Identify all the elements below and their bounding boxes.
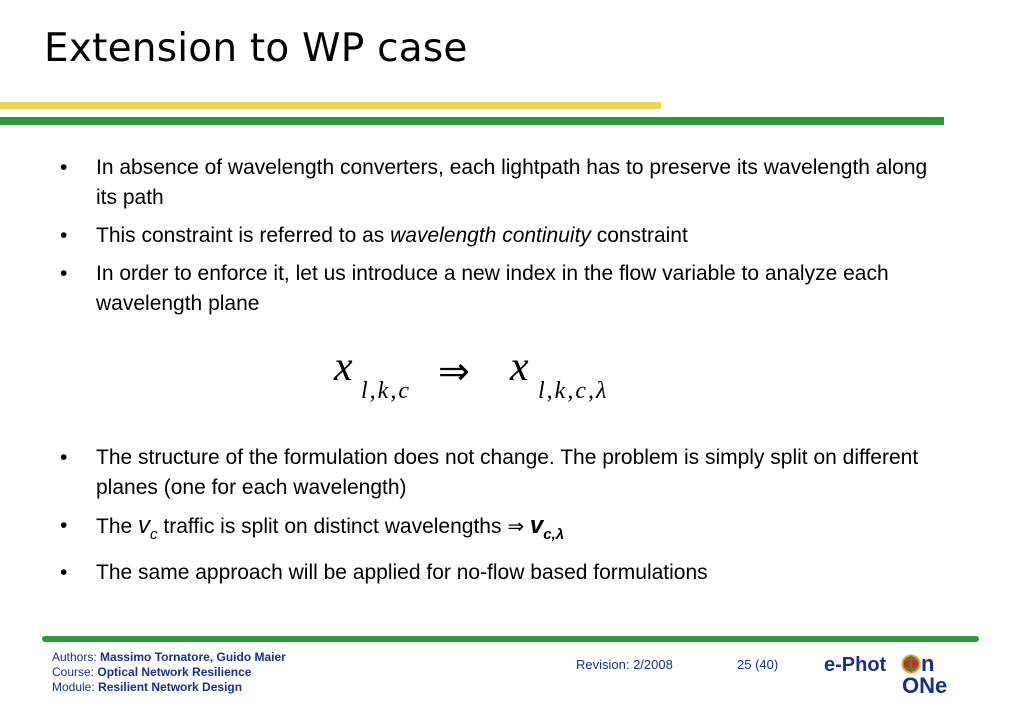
bullet-text-pre: This constraint is referred to as [96, 224, 391, 247]
traffic-variable: $v_c$ [138, 512, 158, 543]
bullet-text: The same approach will be applied for no-flow based formulations [96, 560, 708, 584]
traffic-variable-subscript: c [150, 525, 158, 543]
bullet-icon: • [60, 224, 68, 247]
footer-course: Course: Optical Network Resilience [52, 665, 252, 679]
bullet-item [60, 558, 940, 588]
footer-credits [52, 650, 286, 695]
bullet-item [60, 511, 940, 550]
bullet-icon: • [60, 446, 68, 469]
implies-arrow: ⇒ [507, 514, 525, 538]
traffic-variable-wavelength-subscript: c,λ [543, 525, 565, 543]
logo-text-line1: e-Phot [824, 654, 887, 676]
formula-lhs-subscript: l,k,c [361, 378, 411, 404]
bullet-text-post: constraint [590, 224, 688, 247]
traffic-variable-wavelength: $v_{c,\lambda}$ [529, 512, 565, 543]
e-photon-one-logo [822, 651, 962, 697]
title-underline-yellow [0, 102, 661, 109]
bullet-item [60, 259, 940, 319]
slide-title: Extension to WP case [44, 26, 468, 71]
revision-label: Revision: 2/2008 [576, 657, 673, 672]
bullet-text-mid: traffic is split on distinct wavelengths [157, 515, 508, 538]
footer-module: Module: Resilient Network Design [52, 680, 243, 694]
formula-rhs-variable: x [510, 346, 529, 390]
formula-implies-arrow: ⇒ [438, 349, 470, 393]
bullet-icon: • [60, 262, 68, 285]
footer-authors: Authors: Massimo Tornatore, Guido Maier [52, 650, 286, 664]
bullet-text: The structure of the formulation does not change. The problem is simply split on different planes (one for each wavelength) [96, 446, 919, 499]
formula-lhs-variable: x [334, 346, 353, 390]
bullet-icon: • [60, 560, 68, 584]
formula-rhs-subscript: l,k,c,λ [538, 378, 609, 404]
bullet-icon: • [60, 514, 68, 537]
bullet-text: In absence of wavelength converters, each lightpath has to preserve its wavelength along its path [96, 156, 928, 209]
bullet-item [60, 443, 940, 503]
footer-divider [42, 636, 979, 642]
bullet-item [60, 153, 940, 213]
bullet-item [60, 221, 940, 251]
bullet-list-top [60, 153, 940, 327]
globe-o-icon [903, 656, 920, 673]
bullet-icon: • [60, 156, 68, 179]
logo-text-line2: ONe [902, 673, 948, 697]
bullet-text-emphasis: wavelength continuity [390, 224, 591, 247]
bullet-list-bottom [60, 443, 940, 596]
title-underline-green [0, 117, 944, 125]
logo-text-n: n [921, 651, 935, 676]
bullet-text-pre: The [96, 515, 139, 538]
flow-variable-formula [330, 346, 650, 408]
bullet-text: In order to enforce it, let us introduce a new index in the flow variable to analyze each wavelength plane [96, 262, 889, 315]
page-number: 25 (40) [737, 657, 779, 672]
